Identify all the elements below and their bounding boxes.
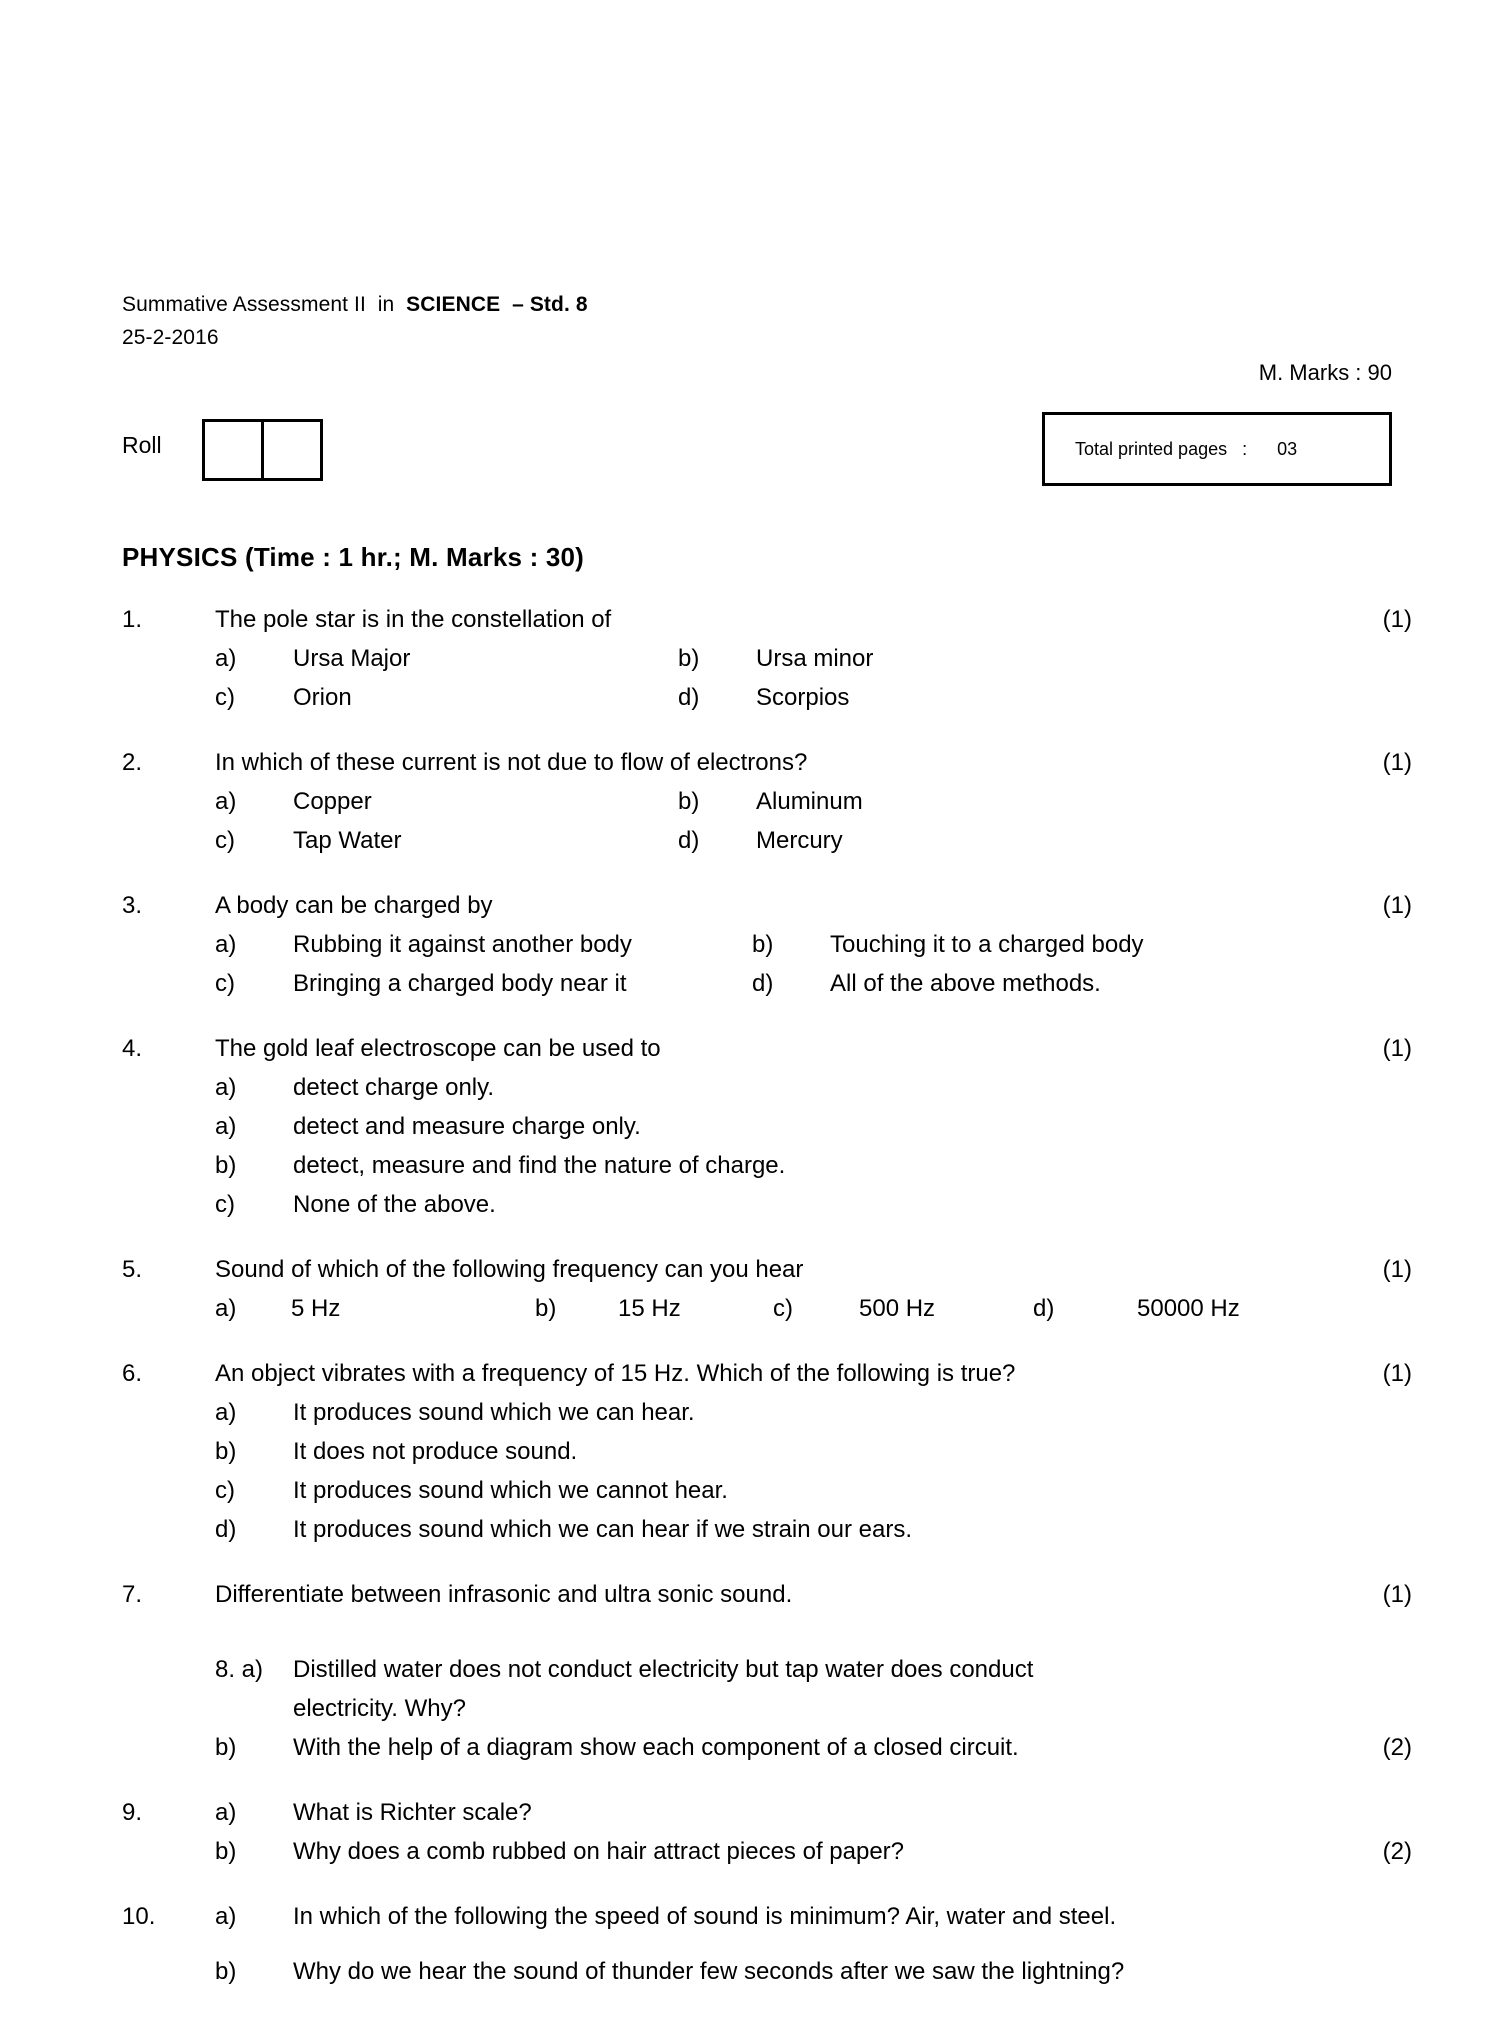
option-c xyxy=(122,678,678,717)
option-b xyxy=(678,782,863,821)
spacer xyxy=(122,1224,1412,1250)
exam-date: 25-2-2016 xyxy=(122,326,219,349)
option-d-text: All of the above methods. xyxy=(830,970,1101,997)
question-6-options xyxy=(122,1393,1412,1549)
question-9-part-a-row xyxy=(122,1793,1412,1832)
roll-digit-cell-1[interactable] xyxy=(205,422,261,478)
option-c-label: c) xyxy=(215,1477,235,1504)
option-a xyxy=(122,782,678,821)
total-printed-pages-box xyxy=(1042,412,1392,486)
question-7-stem-row xyxy=(122,1575,1412,1614)
question-1-stem-row xyxy=(122,600,1412,639)
option-d-label: d) xyxy=(752,970,774,997)
question-9-part-b-row xyxy=(122,1832,1412,1871)
option-a-text: Copper xyxy=(293,788,372,815)
question-10-part-a-text: In which of the following the speed of sound is minimum? Air, water and steel. xyxy=(293,1903,1117,1930)
option-a xyxy=(122,1068,494,1107)
question-8-part-a-text: Distilled water does not conduct electricity but tap water does conduct xyxy=(293,1656,1034,1683)
option-d-label: d) xyxy=(678,827,700,854)
question-2 xyxy=(122,743,1412,860)
question-2-stem: In which of these current is not due to flow of electrons? xyxy=(215,749,808,776)
option-a-duplicate-text: detect and measure charge only. xyxy=(293,1113,641,1140)
question-3 xyxy=(122,886,1412,1003)
option-row xyxy=(122,925,1412,964)
option-b-text: Aluminum xyxy=(756,788,863,815)
question-9-part-b-label: b) xyxy=(215,1838,237,1865)
option-d xyxy=(122,1510,912,1549)
question-6-number: 6. xyxy=(122,1360,143,1387)
option-a xyxy=(122,925,752,964)
question-8-part-a-continuation: electricity. Why? xyxy=(293,1695,466,1722)
option-row xyxy=(122,1068,1412,1107)
question-6-marks: (1) xyxy=(1382,1360,1412,1387)
option-c xyxy=(122,964,752,1003)
spacer xyxy=(122,1549,1412,1575)
option-row xyxy=(122,678,1412,717)
option-a-text: 5 Hz xyxy=(291,1295,341,1322)
question-1-stem: The pole star is in the constellation of xyxy=(215,606,612,633)
option-a xyxy=(122,639,678,678)
option-c-text: It produces sound which we cannot hear. xyxy=(293,1477,728,1504)
question-4-number: 4. xyxy=(122,1035,143,1062)
option-a xyxy=(122,1393,695,1432)
option-c-text: Bringing a charged body near it xyxy=(293,970,627,997)
question-10-part-b-label: b) xyxy=(215,1958,237,1985)
question-5-stem: Sound of which of the following frequency can you hear xyxy=(215,1256,804,1283)
option-b-label: b) xyxy=(678,788,700,815)
question-9-part-b-text: Why does a comb rubbed on hair attract pieces of paper? xyxy=(293,1838,905,1865)
exam-standard: – Std. 8 xyxy=(500,293,588,316)
question-8 xyxy=(122,1650,1412,1767)
option-d-label: d) xyxy=(215,1516,237,1543)
option-c-text: 500 Hz xyxy=(859,1295,936,1322)
question-8-part-a-row xyxy=(122,1650,1412,1689)
question-1-marks: (1) xyxy=(1382,606,1412,633)
question-9-part-b-inner xyxy=(122,1832,1412,1871)
question-3-options xyxy=(122,925,1412,1003)
question-9-part-a-text: What is Richter scale? xyxy=(293,1799,532,1826)
question-2-options xyxy=(122,782,1412,860)
question-8-part-b-row xyxy=(122,1728,1412,1767)
spacer xyxy=(122,1328,1412,1354)
question-1 xyxy=(122,600,1412,717)
question-5-marks: (1) xyxy=(1382,1256,1412,1283)
option-c-text: None of the above. xyxy=(293,1191,496,1218)
spacer xyxy=(122,1936,1412,1952)
question-8-marks: (2) xyxy=(1382,1734,1412,1761)
option-c-label: c) xyxy=(215,827,235,854)
question-1-options xyxy=(122,639,1412,717)
question-7-number: 7. xyxy=(122,1581,143,1608)
option-d-text: It produces sound which we can hear if we strain our ears. xyxy=(293,1516,912,1543)
option-b xyxy=(752,925,1144,964)
option-d-label: d) xyxy=(1033,1295,1055,1322)
question-10-part-a-row xyxy=(122,1897,1412,1936)
question-2-number: 2. xyxy=(122,749,143,776)
question-3-number: 3. xyxy=(122,892,143,919)
option-row xyxy=(122,821,1412,860)
option-c xyxy=(773,1289,1033,1328)
option-c-label: c) xyxy=(215,970,235,997)
question-9 xyxy=(122,1793,1412,1871)
option-a-duplicate xyxy=(122,1107,641,1146)
spacer xyxy=(122,1614,1412,1650)
option-c-text: Tap Water xyxy=(293,827,402,854)
option-b-label: b) xyxy=(535,1295,557,1322)
option-a-label: a) xyxy=(215,931,237,958)
header-left xyxy=(122,288,588,354)
option-a-duplicate-label: a) xyxy=(215,1113,237,1140)
option-a-label: a) xyxy=(215,788,237,815)
question-4-options xyxy=(122,1068,1412,1224)
question-3-stem: A body can be charged by xyxy=(215,892,493,919)
question-5 xyxy=(122,1250,1412,1328)
question-4-marks: (1) xyxy=(1382,1035,1412,1062)
question-10-part-a-label: a) xyxy=(215,1903,237,1930)
option-a-text: detect charge only. xyxy=(293,1074,495,1101)
question-9-number: 9. xyxy=(122,1799,143,1826)
option-row xyxy=(122,782,1412,821)
spacer xyxy=(122,1871,1412,1897)
option-d xyxy=(1033,1289,1273,1328)
question-5-stem-row xyxy=(122,1250,1412,1289)
question-6-stem-row xyxy=(122,1354,1412,1393)
question-7-marks: (1) xyxy=(1382,1581,1412,1608)
option-a-label: a) xyxy=(215,1399,237,1426)
option-c-label: c) xyxy=(215,684,235,711)
option-row xyxy=(122,1146,1412,1185)
option-b-label: b) xyxy=(215,1438,237,1465)
option-row xyxy=(122,1393,1412,1432)
question-8-part-b-label: b) xyxy=(215,1734,237,1761)
option-row xyxy=(122,964,1412,1003)
question-8-number: 8. a) xyxy=(215,1656,264,1683)
option-b xyxy=(122,1146,785,1185)
option-c xyxy=(122,821,678,860)
option-a xyxy=(122,1289,535,1328)
option-d xyxy=(678,821,843,860)
question-5-options xyxy=(122,1289,1412,1328)
option-row xyxy=(122,1107,1412,1146)
option-b xyxy=(122,1432,577,1471)
option-a-label: a) xyxy=(215,1074,237,1101)
question-10-number: 10. xyxy=(122,1903,156,1930)
question-2-stem-row xyxy=(122,743,1412,782)
question-4-stem: The gold leaf electroscope can be used to xyxy=(215,1035,661,1062)
roll-label: Roll xyxy=(122,432,162,458)
roll-digit-cell-2[interactable] xyxy=(261,422,320,478)
spacer xyxy=(122,1003,1412,1029)
option-row xyxy=(122,1510,1412,1549)
option-a-text: Ursa Major xyxy=(293,645,411,672)
option-c-text: Orion xyxy=(293,684,352,711)
option-d-label: d) xyxy=(678,684,700,711)
option-a-label: a) xyxy=(215,1295,237,1322)
option-c xyxy=(122,1471,728,1510)
roll-number-boxes[interactable] xyxy=(202,419,323,481)
option-b-text: It does not produce sound. xyxy=(293,1438,578,1465)
question-8-part-b-text: With the help of a diagram show each component of a closed circuit. xyxy=(293,1734,1019,1761)
option-row xyxy=(122,1471,1412,1510)
max-marks: M. Marks : 90 xyxy=(1258,360,1392,385)
option-row xyxy=(122,1432,1412,1471)
question-4-stem-row xyxy=(122,1029,1412,1068)
question-9-part-a-label: a) xyxy=(215,1799,237,1826)
option-b xyxy=(535,1289,773,1328)
exam-subject: SCIENCE xyxy=(406,293,501,316)
option-b-label: b) xyxy=(752,931,774,958)
option-d xyxy=(752,964,1101,1003)
question-7-stem: Differentiate between infrasonic and ultra sonic sound. xyxy=(215,1581,793,1608)
option-a-text: Rubbing it against another body xyxy=(293,931,632,958)
total-printed-pages-text: Total printed pages : 03 xyxy=(1075,438,1298,459)
section-heading-physics: PHYSICS (Time : 1 hr.; M. Marks : 30) xyxy=(122,542,585,572)
question-7 xyxy=(122,1575,1412,1614)
spacer xyxy=(122,860,1412,886)
roll-and-pages-row xyxy=(122,412,1392,488)
option-a-label: a) xyxy=(215,645,237,672)
question-5-number: 5. xyxy=(122,1256,143,1283)
question-10 xyxy=(122,1897,1412,1991)
question-8-part-b-inner xyxy=(122,1728,1412,1767)
option-b-label: b) xyxy=(215,1152,237,1179)
option-d-text: 50000 Hz xyxy=(1137,1295,1240,1322)
question-9-marks: (2) xyxy=(1382,1838,1412,1865)
option-c-label: c) xyxy=(773,1295,793,1322)
option-d xyxy=(678,678,849,717)
option-b xyxy=(678,639,873,678)
question-3-stem-row xyxy=(122,886,1412,925)
option-d-text: Scorpios xyxy=(756,684,850,711)
option-c-label: c) xyxy=(215,1191,235,1218)
option-b-text: Touching it to a charged body xyxy=(830,931,1144,958)
question-10-part-b-text: Why do we hear the sound of thunder few seconds after we saw the lightning? xyxy=(293,1958,1125,1985)
question-2-marks: (1) xyxy=(1382,749,1412,776)
option-d-text: Mercury xyxy=(756,827,843,854)
option-b-text: Ursa minor xyxy=(756,645,874,672)
question-3-marks: (1) xyxy=(1382,892,1412,919)
option-b-text: 15 Hz xyxy=(618,1295,681,1322)
question-10-part-b-row xyxy=(122,1952,1412,1991)
questions-container xyxy=(122,600,1412,1991)
question-6 xyxy=(122,1354,1412,1549)
option-row xyxy=(122,1185,1412,1224)
question-4 xyxy=(122,1029,1412,1224)
exam-title-line xyxy=(122,288,588,321)
spacer xyxy=(122,1767,1412,1793)
question-1-number: 1. xyxy=(122,606,143,633)
question-6-stem: An object vibrates with a frequency of 15 Hz. Which of the following is true? xyxy=(215,1360,1016,1387)
option-c xyxy=(122,1185,496,1224)
option-row xyxy=(122,639,1412,678)
spacer xyxy=(122,717,1412,743)
option-b-text: detect, measure and find the nature of charge. xyxy=(293,1152,786,1179)
option-a-text: It produces sound which we can hear. xyxy=(293,1399,695,1426)
exam-title-prefix: Summative Assessment II in xyxy=(122,293,407,316)
option-b-label: b) xyxy=(678,645,700,672)
